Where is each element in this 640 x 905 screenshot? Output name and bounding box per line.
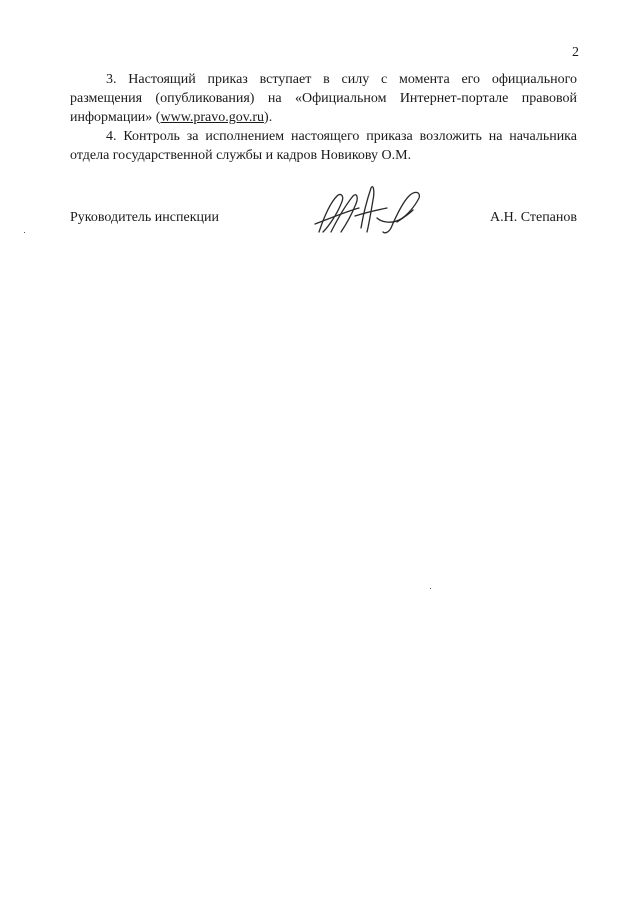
scan-speck [24, 232, 25, 233]
paragraph-4: 4. Контроль за исполнением настоящего приказа возложить на начальника отдела государственной службы и кадров Новикову О.М. [70, 129, 577, 163]
page-number: 2 [572, 45, 579, 60]
signer-position: Руководитель инспекции [70, 210, 219, 225]
scan-speck [430, 588, 431, 589]
document-body [70, 70, 577, 165]
paragraph-3 [70, 70, 577, 127]
signer-name: А.Н. Степанов [489, 210, 577, 225]
paragraph-3-text: 3. Настоящий приказ вступает в силу с момента его официального размещения (опубликования) на «Официальном Интернет-портале правовой информации» ( [70, 72, 577, 125]
pravo-link[interactable]: www.pravo.gov.ru [160, 110, 265, 125]
handwritten-signature [311, 182, 429, 240]
paragraph-3-end: ). [264, 110, 273, 125]
